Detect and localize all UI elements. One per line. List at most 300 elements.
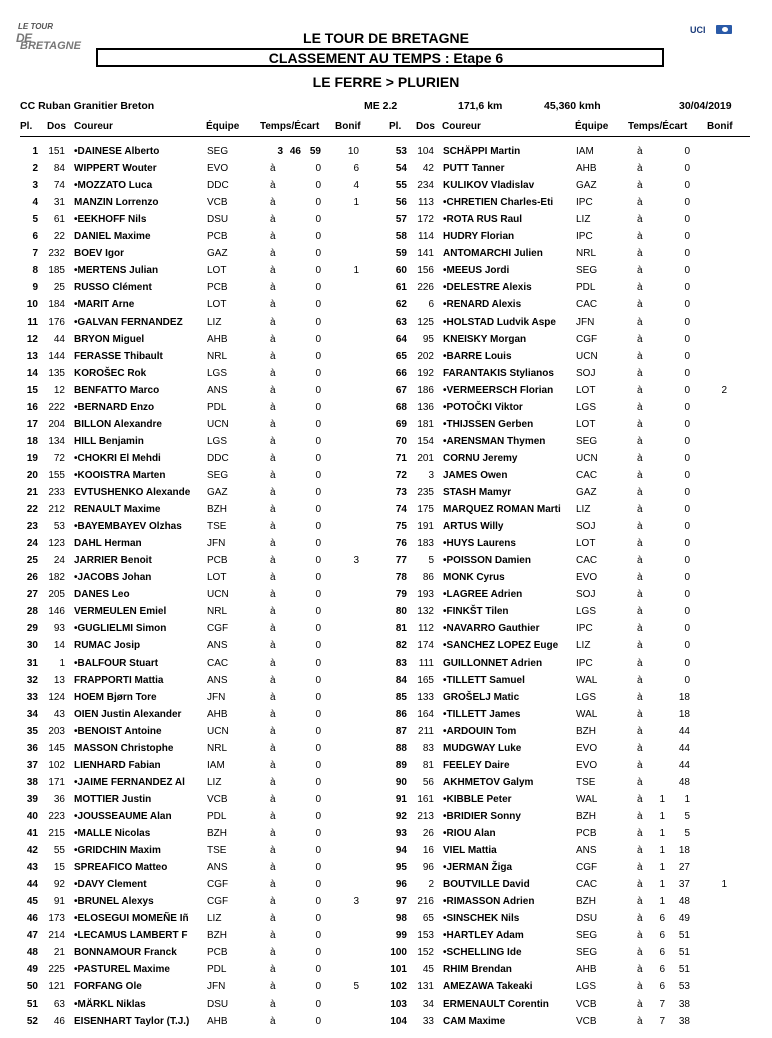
rider-name: •CHRETIEN Charles-Eti	[443, 197, 554, 209]
time-seconds: 38	[678, 998, 690, 1010]
gap-prefix: à	[637, 845, 643, 857]
gap-prefix: à	[637, 538, 643, 550]
bib-number: 61	[53, 214, 65, 226]
team-code: LIZ	[576, 214, 591, 226]
rank: 84	[395, 674, 407, 686]
time-seconds: 0	[684, 163, 690, 175]
col-header-pl-2: Pl.	[389, 121, 402, 132]
rider-name: •RIOU Alan	[443, 828, 496, 839]
gap-prefix: à	[637, 759, 643, 771]
bib-number: 22	[53, 231, 65, 243]
rider-name: FERASSE Thibault	[74, 350, 163, 362]
gap-prefix: à	[270, 947, 276, 959]
time-minutes: 6	[659, 981, 665, 993]
gap-prefix: à	[270, 981, 276, 993]
race-title: LE TOUR DE BRETAGNE	[303, 30, 469, 46]
rank: 41	[26, 828, 38, 839]
result-row	[0, 347, 772, 364]
rank: 86	[395, 708, 407, 720]
gap-prefix: à	[637, 197, 643, 209]
rank: 69	[395, 418, 407, 430]
time-seconds: 0	[684, 435, 690, 447]
rank: 79	[395, 589, 407, 601]
result-row	[0, 210, 772, 227]
gap-prefix: à	[270, 930, 276, 942]
time-seconds: 0	[684, 452, 690, 464]
gap-prefix: à	[270, 589, 276, 601]
bib-number: 213	[417, 810, 434, 822]
gap-prefix: à	[270, 896, 276, 908]
rank: 40	[26, 810, 38, 822]
time-seconds: 0	[684, 248, 690, 260]
bib-number: 154	[417, 435, 434, 447]
bib-number: 186	[417, 384, 434, 396]
rank: 18	[26, 435, 38, 447]
team-code: AHB	[207, 708, 228, 720]
gap-prefix: à	[637, 572, 643, 584]
time-seconds: 0	[315, 538, 321, 550]
team-code: BZH	[576, 896, 596, 908]
tour-de-bretagne-logo: LE TOUR DE BRETAGNE	[16, 22, 81, 52]
team-code: PCB	[207, 555, 228, 567]
rider-name: •ROTA RUS Raul	[443, 214, 523, 226]
time-seconds: 0	[315, 350, 321, 362]
rider-name: •RIMASSON Adrien	[443, 896, 535, 908]
time-seconds: 0	[315, 896, 321, 908]
bib-number: 15	[53, 862, 65, 874]
bib-number: 34	[422, 998, 434, 1010]
gap-prefix: à	[270, 163, 276, 175]
rank: 46	[26, 913, 38, 925]
time-seconds: 0	[684, 214, 690, 226]
rank: 64	[395, 333, 407, 345]
bib-number: 131	[417, 981, 434, 993]
rider-name: •NAVARRO Gauthier	[443, 623, 540, 635]
time-seconds: 0	[315, 776, 321, 788]
gap-prefix: à	[637, 810, 643, 822]
rider-name: SPREAFICO Matteo	[74, 862, 168, 874]
time-minutes: 1	[659, 862, 665, 874]
team-code: BZH	[207, 828, 227, 839]
gap-prefix: à	[270, 862, 276, 874]
gap-prefix: à	[270, 401, 276, 413]
gap-prefix: à	[637, 725, 643, 737]
gap-prefix: à	[270, 998, 276, 1010]
col-header-dos-2: Dos	[416, 121, 435, 132]
rider-name: HOEM Bjørn Tore	[74, 691, 157, 703]
time-seconds: 0	[315, 521, 321, 533]
bib-number: 146	[48, 606, 65, 618]
bib-number: 174	[417, 640, 434, 652]
gap-prefix: à	[637, 606, 643, 618]
time-seconds: 0	[684, 469, 690, 481]
result-row	[0, 671, 772, 688]
bib-number: 176	[48, 316, 65, 328]
rank: 88	[395, 742, 407, 754]
gap-prefix: à	[270, 538, 276, 550]
team-code: NRL	[576, 248, 597, 260]
rank: 19	[26, 452, 38, 464]
rider-name: •THIJSSEN Gerben	[443, 418, 534, 430]
gap-prefix: à	[637, 248, 643, 260]
gap-prefix: à	[270, 657, 276, 669]
rank: 71	[395, 452, 407, 464]
rider-name: LIENHARD Fabian	[74, 759, 161, 771]
rank: 43	[26, 862, 38, 874]
gap-prefix: à	[270, 964, 276, 976]
rank: 94	[395, 845, 407, 857]
rider-name: CAM Maxime	[443, 1015, 506, 1027]
time-seconds: 0	[684, 606, 690, 618]
rank: 15	[26, 384, 38, 396]
gap-prefix: à	[270, 367, 276, 379]
rider-name: VIEL Mattia	[443, 845, 497, 857]
rider-name: FORFANG Ole	[74, 981, 142, 993]
team-code: CGF	[207, 879, 229, 891]
rank: 25	[26, 555, 38, 567]
rider-name: BOUTVILLE David	[443, 879, 530, 891]
team-code: LIZ	[207, 913, 222, 925]
result-row	[0, 500, 772, 517]
team-code: IAM	[207, 759, 225, 771]
rider-name: HILL Benjamin	[74, 435, 144, 447]
rider-name: •MERTENS Julian	[74, 265, 159, 277]
bib-number: 135	[48, 367, 65, 379]
gap-prefix: à	[270, 913, 276, 925]
bib-number: 216	[417, 896, 434, 908]
rank: 45	[26, 896, 38, 908]
bib-number: 46	[53, 1015, 65, 1027]
stage-route: LE FERRE > PLURIEN	[312, 74, 460, 90]
bib-number: 233	[48, 487, 65, 498]
time-seconds: 18	[678, 691, 690, 703]
rank: 34	[26, 708, 38, 720]
rider-name: •EEKHOFF Nils	[74, 214, 147, 226]
rider-name: KOROŠEC Rok	[74, 367, 147, 379]
time-minutes: 1	[659, 810, 665, 822]
time-seconds: 0	[684, 589, 690, 601]
team-code: LIZ	[207, 776, 222, 788]
rank: 28	[26, 606, 38, 618]
rider-name: •HOLSTAD Ludvik Aspe	[443, 316, 556, 328]
gap-prefix: à	[637, 623, 643, 635]
rank: 85	[395, 691, 407, 703]
team-code: JFN	[576, 316, 595, 328]
result-row	[0, 943, 772, 960]
time-minutes: 1	[659, 879, 665, 891]
time-seconds: 38	[678, 1015, 690, 1027]
time-minutes: 6	[659, 947, 665, 959]
rank: 24	[26, 538, 38, 550]
gap-prefix: à	[270, 282, 276, 294]
rider-name: RHIM Brendan	[443, 964, 512, 976]
col-header-temps: Temps/Écart	[260, 121, 320, 132]
time-seconds: 0	[684, 657, 690, 669]
gap-prefix: à	[637, 913, 643, 925]
team-code: CGF	[576, 862, 598, 874]
time-seconds: 44	[678, 759, 690, 771]
rider-name: •BRUNEL Alexys	[74, 896, 154, 908]
team-code: JFN	[207, 981, 226, 993]
rider-name: FEELEY Daire	[443, 759, 510, 771]
gap-prefix: à	[637, 981, 643, 993]
rank: 52	[26, 1015, 38, 1027]
rider-name: EVTUSHENKO Alexande	[74, 487, 191, 498]
bib-number: 232	[48, 248, 65, 260]
result-row	[0, 330, 772, 347]
col-header-coureur: Coureur	[74, 121, 113, 132]
bonus-seconds: 2	[721, 384, 727, 396]
rider-name: •ARENSMAN Thymen	[443, 435, 546, 447]
time-seconds: 0	[684, 572, 690, 584]
rank: 87	[395, 725, 407, 737]
rank: 39	[26, 793, 38, 805]
time-seconds: 0	[315, 418, 321, 430]
time-seconds: 27	[678, 862, 690, 874]
team-code: LGS	[207, 367, 228, 379]
bib-number: 55	[53, 845, 65, 857]
bib-number: 222	[48, 401, 65, 413]
time-seconds: 0	[315, 384, 321, 396]
rider-name: •BAYEMBAYEV Olzhas	[74, 521, 182, 533]
rider-name: ARTUS Willy	[443, 521, 504, 533]
team-code: CAC	[576, 555, 598, 567]
rider-name: BILLON Alexandre	[74, 418, 162, 430]
result-row	[0, 756, 772, 773]
rank: 12	[26, 333, 38, 345]
bib-number: 72	[53, 452, 65, 464]
gap-prefix: à	[270, 725, 276, 737]
bib-number: 151	[48, 146, 65, 157]
team-code: ANS	[207, 384, 228, 396]
team-code: LOT	[207, 299, 227, 311]
uci-logo: UCI	[690, 24, 746, 40]
team-code: BZH	[207, 930, 227, 942]
bib-number: 204	[48, 418, 65, 430]
bib-number: 93	[53, 623, 65, 635]
team-code: TSE	[207, 845, 227, 857]
team-code: IAM	[576, 146, 594, 157]
bib-number: 91	[53, 896, 65, 908]
gap-prefix: à	[270, 504, 276, 516]
gap-prefix: à	[270, 418, 276, 430]
time-seconds: 49	[678, 913, 690, 925]
gap-prefix: à	[270, 384, 276, 396]
rider-name: •JOUSSEAUME Alan	[74, 810, 172, 822]
rank: 42	[26, 845, 38, 857]
team-code: BZH	[576, 810, 596, 822]
team-code: JFN	[207, 691, 226, 703]
gap-prefix: à	[270, 691, 276, 703]
gap-prefix: à	[270, 708, 276, 720]
team-code: LOT	[576, 538, 596, 550]
bib-number: 104	[417, 146, 434, 157]
gap-prefix: à	[637, 589, 643, 601]
gap-prefix: à	[637, 879, 643, 891]
time-seconds: 0	[684, 504, 690, 516]
result-row	[0, 722, 772, 739]
rank: 14	[26, 367, 38, 379]
header-divider	[20, 136, 750, 137]
time-seconds: 0	[315, 691, 321, 703]
time-seconds: 0	[684, 316, 690, 328]
rank: 101	[390, 964, 407, 976]
team-code: IPC	[576, 197, 593, 209]
team-code: NRL	[207, 606, 228, 618]
rank: 92	[395, 810, 407, 822]
time-seconds: 0	[315, 452, 321, 464]
bib-number: 12	[53, 384, 65, 396]
time-seconds: 0	[315, 845, 321, 857]
rider-name: •MALLE Nicolas	[74, 828, 151, 839]
bib-number: 182	[48, 572, 65, 584]
bib-number: 136	[417, 401, 434, 413]
result-row	[0, 875, 772, 892]
result-row	[0, 398, 772, 415]
result-row	[0, 739, 772, 756]
rider-name: GUILLONNET Adrien	[443, 657, 543, 669]
gap-prefix: à	[637, 964, 643, 976]
gap-prefix: à	[637, 435, 643, 447]
rider-name: KULIKOV Vladislav	[443, 180, 535, 192]
rank: 9	[32, 282, 38, 294]
time-seconds: 0	[315, 879, 321, 891]
bonus-seconds: 10	[347, 146, 359, 157]
time-seconds: 0	[684, 231, 690, 243]
col-header-temps-2: Temps/Écart	[628, 121, 688, 132]
gap-prefix: à	[637, 214, 643, 226]
team-code: CAC	[576, 299, 598, 311]
bib-number: 125	[417, 316, 434, 328]
rank: 56	[395, 197, 407, 209]
rider-name: CORNU Jeremy	[443, 452, 518, 464]
bib-number: 95	[422, 333, 434, 345]
bib-number: 5	[428, 555, 434, 567]
team-code: DSU	[576, 913, 598, 925]
rider-name: MOTTIER Justin	[74, 793, 152, 805]
bib-number: 185	[48, 265, 65, 277]
rider-name: •MEEUS Jordi	[443, 265, 510, 277]
rank: 66	[395, 367, 407, 379]
rank: 57	[395, 214, 407, 226]
bib-number: 74	[53, 180, 65, 192]
team-code: UCN	[207, 418, 229, 430]
result-row	[0, 466, 772, 483]
bib-number: 133	[417, 691, 434, 703]
gap-prefix: à	[637, 896, 643, 908]
team-code: ANS	[207, 862, 228, 874]
bib-number: 84	[53, 163, 65, 175]
gap-prefix: à	[270, 793, 276, 805]
bonus-seconds: 3	[353, 896, 359, 908]
team-code: NRL	[207, 350, 228, 362]
rider-name: HUDRY Florian	[443, 231, 515, 243]
time-seconds: 0	[315, 589, 321, 601]
bib-number: 102	[48, 759, 65, 771]
rider-name: JARRIER Benoit	[74, 555, 152, 567]
gap-prefix: à	[270, 810, 276, 822]
team-code: VCB	[576, 1015, 597, 1027]
time-seconds: 18	[678, 708, 690, 720]
bib-number: 45	[422, 964, 434, 976]
bib-number: 56	[422, 776, 434, 788]
rider-name: BRYON Miguel	[74, 333, 145, 345]
time-seconds: 0	[684, 623, 690, 635]
bonus-seconds: 1	[721, 879, 727, 891]
time-seconds: 0	[315, 572, 321, 584]
time-minutes: 1	[659, 845, 665, 857]
team-code: CGF	[576, 333, 598, 345]
result-row	[0, 909, 772, 926]
rider-name: •JAIME FERNANDEZ Al	[74, 776, 185, 788]
result-row	[0, 654, 772, 671]
team-code: LOT	[207, 265, 227, 277]
time-seconds: 0	[315, 606, 321, 618]
rider-name: WIPPERT Wouter	[74, 163, 157, 175]
gap-prefix: à	[637, 418, 643, 430]
team-code: SOJ	[576, 521, 596, 533]
team-code: ANS	[207, 640, 228, 652]
team-code: LGS	[207, 435, 228, 447]
gap-prefix: à	[270, 248, 276, 260]
bib-number: 14	[53, 640, 65, 652]
rank: 82	[395, 640, 407, 652]
gap-prefix: à	[637, 640, 643, 652]
bonus-seconds: 1	[353, 197, 359, 209]
bib-number: 144	[48, 350, 65, 362]
rider-name: BENFATTO Marco	[74, 384, 160, 396]
bib-number: 161	[417, 793, 434, 805]
bib-number: 132	[417, 606, 434, 618]
rank: 89	[395, 759, 407, 771]
rank: 72	[395, 469, 407, 481]
rank: 27	[26, 589, 38, 601]
team-code: SOJ	[576, 367, 596, 379]
bib-number: 175	[417, 504, 434, 516]
time-seconds: 0	[315, 401, 321, 413]
gap-prefix: à	[637, 469, 643, 481]
time-seconds: 0	[684, 299, 690, 311]
rider-name: •SANCHEZ LOPEZ Euge	[443, 640, 559, 652]
result-row	[0, 858, 772, 875]
bib-number: 2	[428, 879, 434, 891]
gap-prefix: à	[637, 384, 643, 396]
gap-prefix: à	[270, 776, 276, 788]
rank: 90	[395, 776, 407, 788]
team-code: SOJ	[576, 589, 596, 601]
bib-number: 215	[48, 828, 65, 839]
team-code: LOT	[576, 384, 596, 396]
result-row	[0, 892, 772, 909]
gap-prefix: à	[270, 759, 276, 771]
team-code: AHB	[576, 163, 597, 175]
team-code: TSE	[576, 776, 596, 788]
rank: 3	[32, 180, 38, 192]
team-code: UCN	[576, 452, 598, 464]
bib-number: 212	[48, 504, 65, 516]
rank: 49	[26, 964, 38, 976]
bib-number: 42	[422, 163, 434, 175]
rank: 5	[32, 214, 38, 226]
rider-name: •BARRE Louis	[443, 350, 512, 362]
gap-prefix: à	[270, 452, 276, 464]
rank: 95	[395, 862, 407, 874]
team-code: UCN	[576, 350, 598, 362]
time-seconds: 0	[684, 265, 690, 277]
rank: 36	[26, 742, 38, 754]
gap-prefix: à	[270, 879, 276, 891]
rider-name: VERMEULEN Emiel	[74, 606, 167, 618]
